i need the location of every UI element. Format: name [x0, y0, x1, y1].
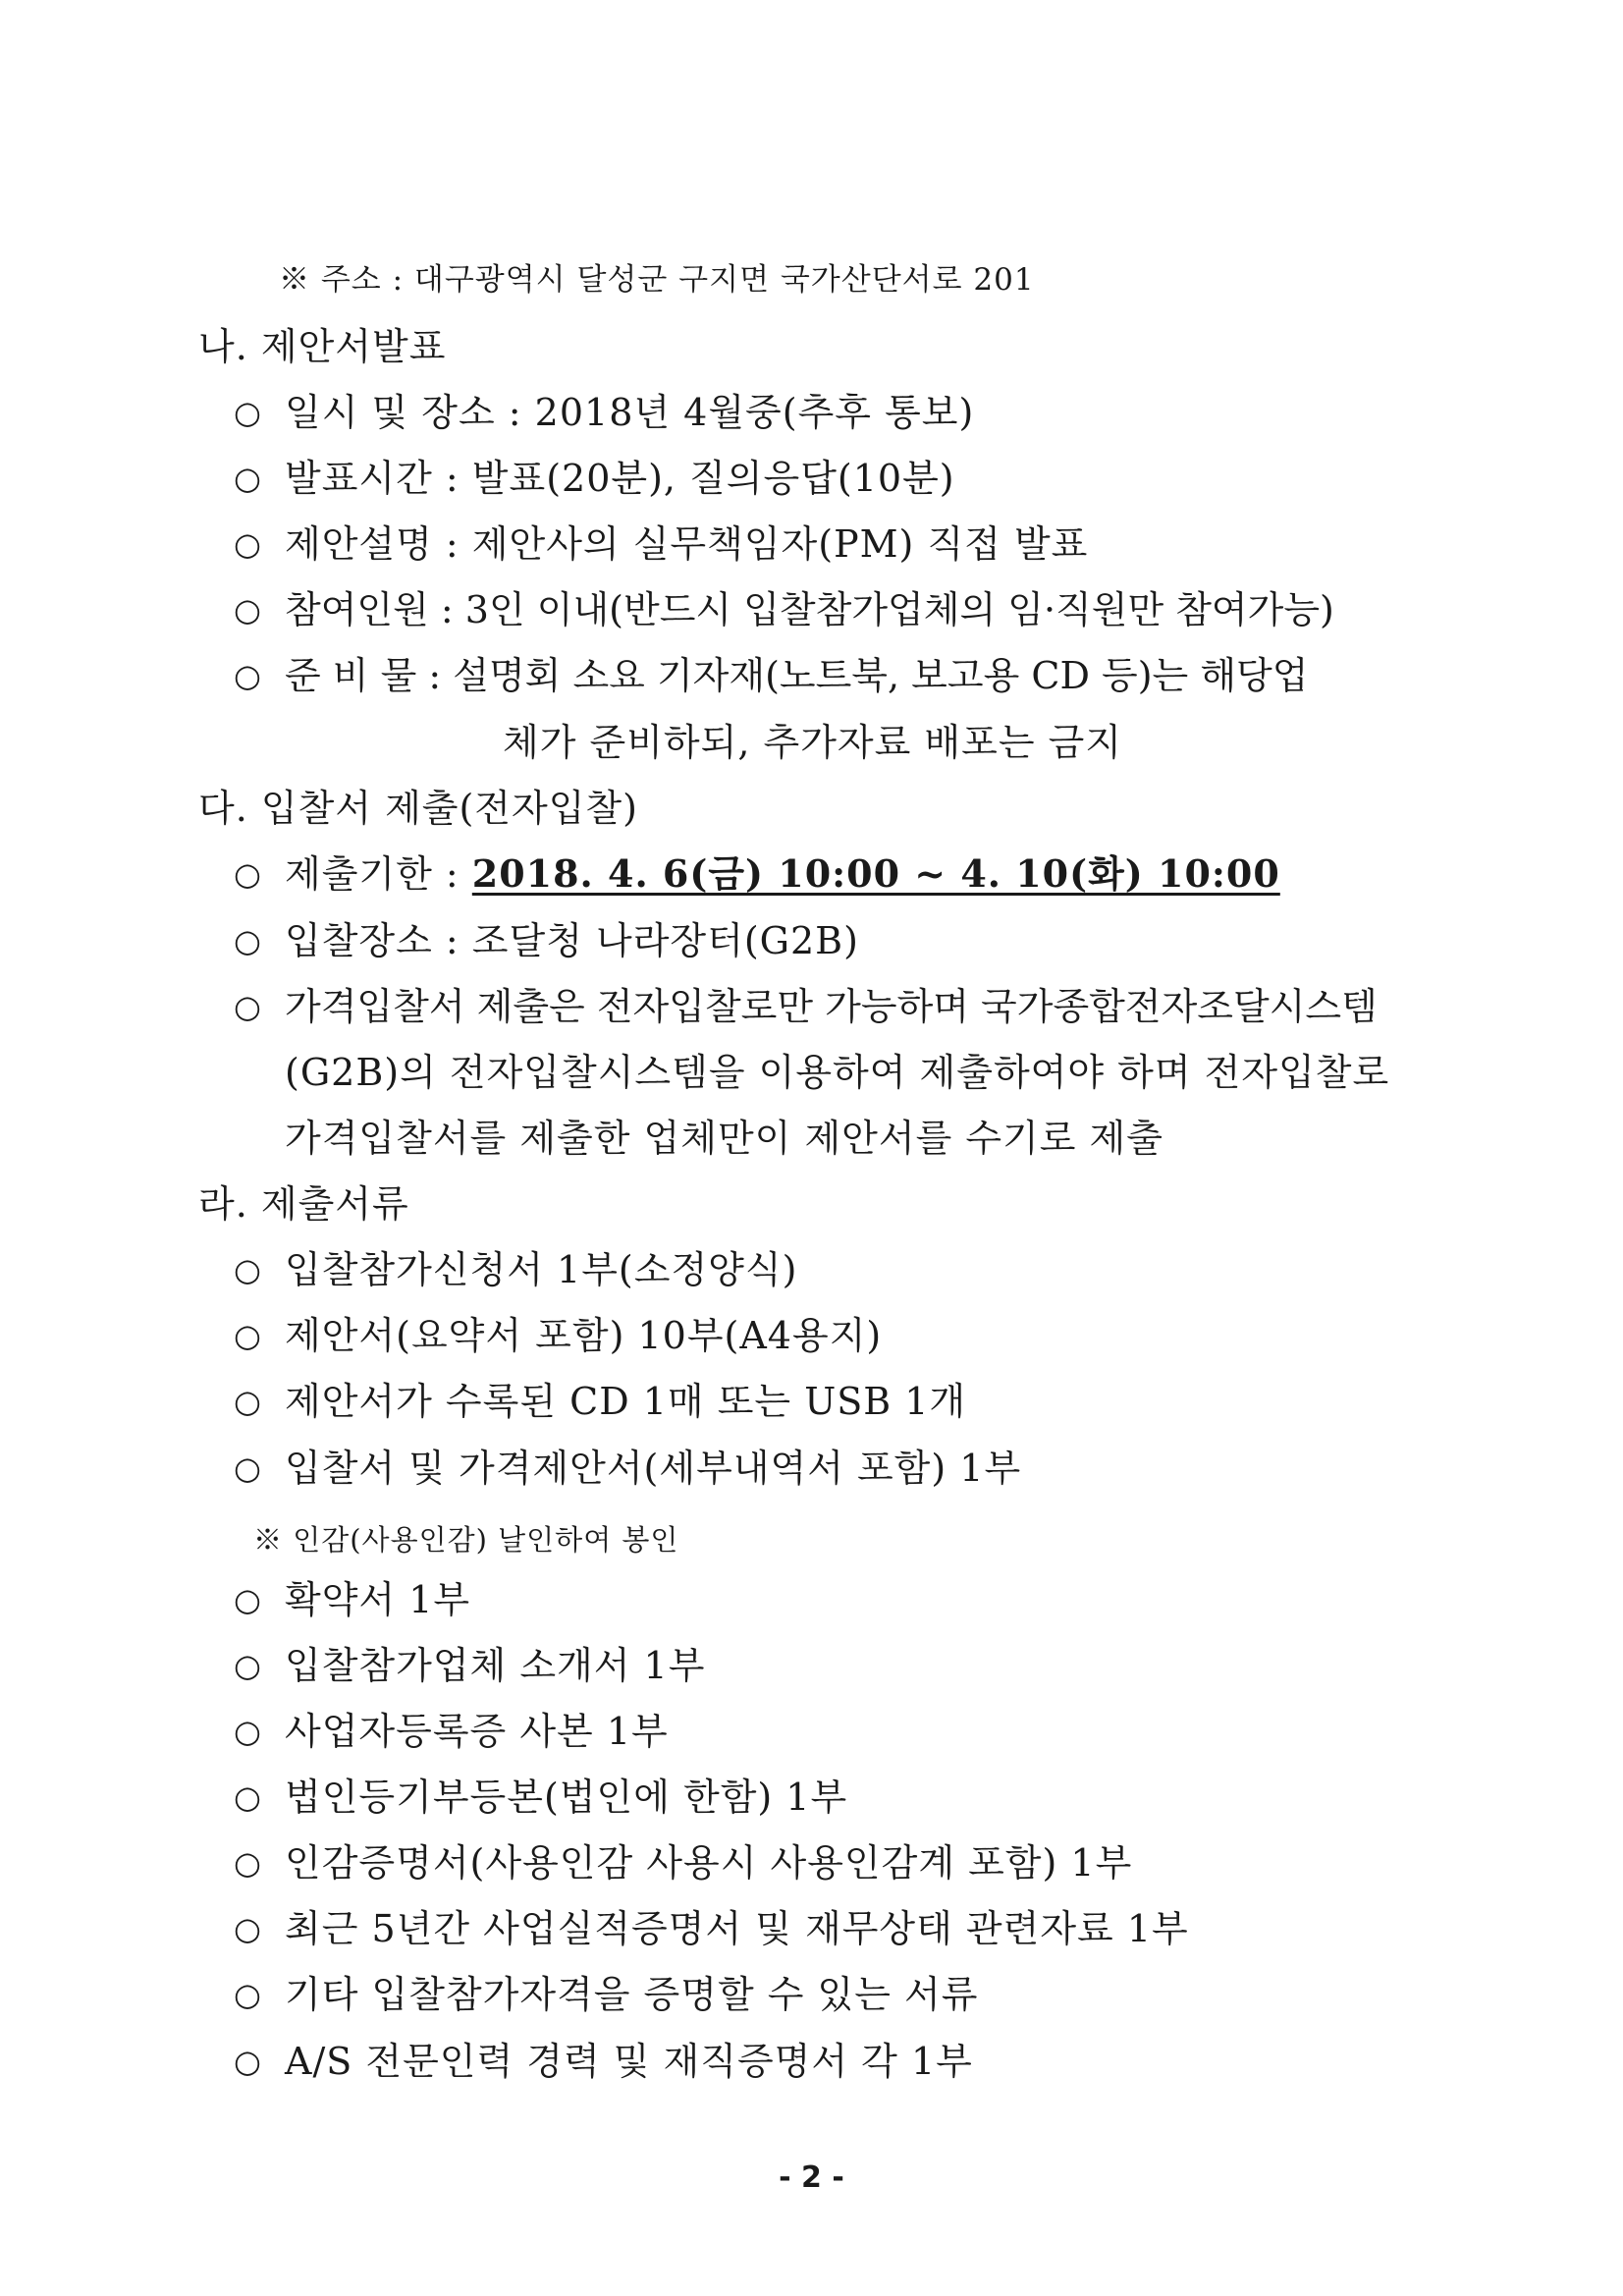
bullet-icon: ○ [234, 1383, 262, 1420]
list-item-text: 발표시간 : 발표(20분), 질의응답(10분) [285, 457, 955, 500]
list-item [234, 918, 859, 963]
list-item [234, 1840, 1132, 1886]
list-item [234, 1577, 470, 1622]
bullet-icon: ○ [234, 855, 262, 893]
list-item-text: 기타 입찰참가자격을 증명할 수 있는 서류 [285, 1973, 979, 2016]
section-heading-da: 다. 입찰서 제출(전자입찰) [198, 787, 638, 830]
list-item-continuation: (G2B)의 전자입찰시스템을 이용하여 제출하여야 하며 전자입찰로 [285, 1051, 1390, 1094]
list-item-text: 제안서(요약서 포함) 10부(A4용지) [285, 1314, 883, 1357]
bullet-icon: ○ [234, 1976, 262, 2013]
bullet-icon: ○ [234, 1251, 262, 1288]
list-item-text: 법인등기부등본(법인에 한함) 1부 [285, 1776, 848, 1819]
bullet-icon: ○ [234, 1713, 262, 1750]
page-number: - 2 - [779, 2160, 844, 2195]
bullet-icon: ○ [234, 591, 262, 629]
list-item-text: 제안서가 수록된 CD 1매 또는 USB 1개 [285, 1380, 967, 1423]
list-item [234, 1379, 966, 1424]
list-item-text: 참여인원 : 3인 이내(반드시 입찰참가업체의 임·직원만 참여가능) [285, 588, 1334, 631]
list-item [234, 1906, 1189, 1951]
list-item [234, 1972, 978, 2017]
section-heading-ra: 라. 제출서류 [198, 1182, 409, 1226]
list-item-text: 입찰참가업체 소개서 1부 [285, 1644, 706, 1687]
bullet-icon: ○ [234, 922, 262, 959]
list-item-text: 최근 5년간 사업실적증명서 및 재무상태 관련자료 1부 [285, 1907, 1189, 1950]
list-item-continuation: 가격입찰서를 제출한 업체만이 제안서를 수기로 제출 [285, 1117, 1163, 1160]
list-item-text: 일시 및 장소 : 2018년 4월중(추후 통보) [285, 391, 975, 434]
list-item [234, 521, 1088, 567]
list-item [234, 1775, 847, 1820]
list-item [234, 456, 955, 501]
list-item-text: 가격입찰서 제출은 전자입찰로만 가능하며 국가종합전자조달시스템 [285, 985, 1378, 1028]
list-item-text: 입찰참가신청서 1부(소정양식) [285, 1248, 798, 1291]
list-item [234, 1643, 705, 1688]
bullet-icon: ○ [234, 988, 262, 1025]
seal-note: ※ 인감(사용인감) 날인하여 봉인 [253, 1523, 679, 1557]
bullet-icon: ○ [234, 1910, 262, 1947]
bullet-icon: ○ [234, 2043, 262, 2080]
list-item-text: 인감증명서(사용인감 사용시 사용인감계 포함) 1부 [285, 1841, 1133, 1885]
list-item [234, 2039, 973, 2084]
bullet-icon: ○ [234, 1449, 262, 1487]
bullet-icon: ○ [234, 1317, 262, 1354]
deadline-label: 제출기한 : [285, 852, 472, 896]
address-note: ※ 주소 : 대구광역시 달성군 구지면 국가산단서로 201 [279, 262, 1035, 298]
list-item [234, 1247, 797, 1292]
bullet-icon: ○ [234, 1581, 262, 1618]
list-item [234, 984, 1378, 1029]
deadline-value: 2018. 4. 6(금) 10:00 ~ 4. 10(화) 10:00 [471, 851, 1280, 896]
bullet-icon: ○ [234, 460, 262, 497]
bullet-icon: ○ [234, 657, 262, 694]
bullet-icon: ○ [234, 1844, 262, 1882]
bullet-icon: ○ [234, 1647, 262, 1684]
list-item-text: 준 비 물 : 설명회 소요 기자재(노트북, 보고용 CD 등)는 해당업 [285, 654, 1309, 697]
list-item [234, 1709, 669, 1754]
list-item-text: 제안설명 : 제안사의 실무책임자(PM) 직접 발표 [285, 522, 1089, 566]
list-item-text: 입찰장소 : 조달청 나라장터(G2B) [285, 919, 859, 962]
bullet-icon: ○ [234, 1778, 262, 1816]
section-heading-na: 나. 제안서발표 [198, 325, 447, 368]
bullet-icon: ○ [234, 394, 262, 431]
list-item-text: 확약서 1부 [285, 1578, 471, 1621]
bullet-icon: ○ [234, 525, 262, 563]
list-item-text: 입찰서 및 가격제안서(세부내역서 포함) 1부 [285, 1447, 1022, 1490]
list-item-continuation: 체가 준비하되, 추가자료 배포는 금지 [503, 721, 1123, 764]
list-item-text: 사업자등록증 사본 1부 [285, 1710, 669, 1753]
list-item [234, 1446, 1021, 1491]
list-item [234, 587, 1334, 632]
list-item [234, 1313, 882, 1358]
list-item [234, 653, 1308, 698]
list-item [234, 851, 1280, 897]
list-item-text: A/S 전문인력 경력 및 재직증명서 각 1부 [285, 2040, 973, 2083]
list-item [234, 390, 974, 435]
